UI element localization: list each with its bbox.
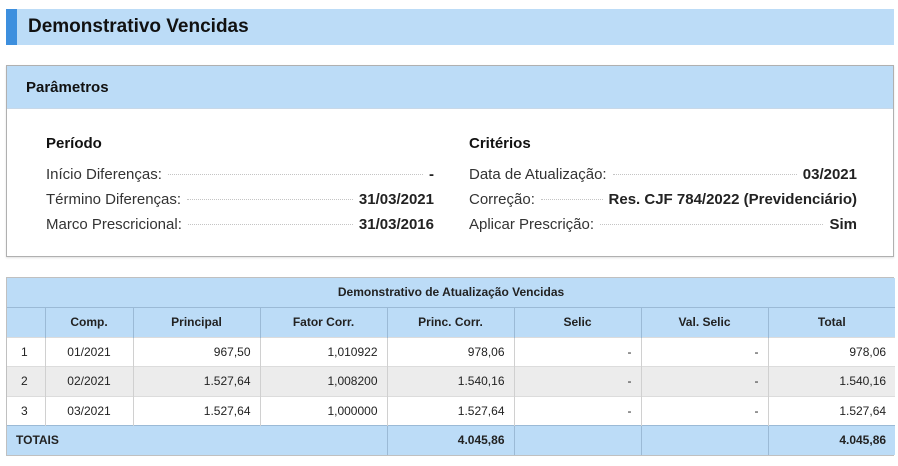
- cell-comp: 01/2021: [45, 337, 133, 367]
- param-label: Término Diferenças:: [46, 191, 182, 208]
- cell-principal: 1.527,64: [133, 396, 260, 426]
- cell-total: 1.527,64: [768, 396, 895, 426]
- column-header-index: [7, 307, 45, 337]
- cell-princ-corr: 1.527,64: [387, 396, 514, 426]
- cell-total: 978,06: [768, 337, 895, 367]
- cell-fator-corr: 1,008200: [260, 367, 387, 397]
- leader-dots: [187, 199, 353, 200]
- cell-principal: 1.527,64: [133, 367, 260, 397]
- param-value: 31/03/2016: [358, 216, 434, 233]
- param-value: -: [429, 166, 434, 183]
- correcao-row: [469, 191, 857, 216]
- cell-index: 1: [7, 337, 45, 367]
- cell-fator-corr: 1,010922: [260, 337, 387, 367]
- cell-val-selic: -: [641, 367, 768, 397]
- cell-comp: 02/2021: [45, 367, 133, 397]
- leader-dots: [600, 224, 823, 225]
- periodo-title: Período: [46, 135, 102, 152]
- marco-prescricional-row: [46, 216, 434, 241]
- cell-index: 3: [7, 396, 45, 426]
- cell-index: 2: [7, 367, 45, 397]
- cell-principal: 967,50: [133, 337, 260, 367]
- param-value: 03/2021: [802, 166, 857, 183]
- column-header-val-selic: Val. Selic: [641, 307, 768, 337]
- leader-dots: [613, 174, 797, 175]
- table-header-row: [7, 307, 895, 337]
- table-row: [7, 396, 895, 426]
- cell-selic: -: [514, 396, 641, 426]
- column-header-princ-corr: Princ. Corr.: [387, 307, 514, 337]
- vencidas-table: [6, 277, 894, 456]
- cell-val-selic: -: [641, 396, 768, 426]
- param-label: Aplicar Prescrição:: [469, 216, 595, 233]
- totals-row: [7, 426, 895, 455]
- totals-princ-corr: 4.045,86: [387, 426, 514, 455]
- param-label: Data de Atualização:: [469, 166, 607, 183]
- column-header-selic: Selic: [514, 307, 641, 337]
- param-value: Sim: [829, 216, 857, 233]
- cell-princ-corr: 1.540,16: [387, 367, 514, 397]
- column-header-principal: Principal: [133, 307, 260, 337]
- criterios-section: [469, 135, 857, 241]
- totals-empty-cell: [514, 426, 641, 455]
- cell-selic: -: [514, 337, 641, 367]
- cell-val-selic: -: [641, 337, 768, 367]
- table-row: [7, 337, 895, 367]
- page-title: Demonstrativo Vencidas: [28, 16, 249, 37]
- column-header-fator-corr: Fator Corr.: [260, 307, 387, 337]
- totals-empty-cell: [641, 426, 768, 455]
- termino-diferencas-row: [46, 191, 434, 216]
- cell-fator-corr: 1,000000: [260, 396, 387, 426]
- periodo-section: [46, 135, 434, 241]
- cell-selic: -: [514, 367, 641, 397]
- column-header-total: Total: [768, 307, 895, 337]
- totals-total: 4.045,86: [768, 426, 895, 455]
- criterios-title: Critérios: [469, 135, 531, 152]
- param-value: Res. CJF 784/2022 (Previdenciário): [608, 191, 857, 208]
- aplicar-prescricao-row: [469, 216, 857, 241]
- page-header: [6, 9, 894, 45]
- leader-dots: [541, 199, 603, 200]
- data-atualizacao-row: [469, 166, 857, 191]
- table-caption: Demonstrativo de Atualização Vencidas: [7, 278, 895, 307]
- column-header-comp: Comp.: [45, 307, 133, 337]
- inicio-diferencas-row: [46, 166, 434, 191]
- leader-dots: [188, 224, 353, 225]
- parameters-title: Parâmetros: [26, 78, 109, 96]
- cell-princ-corr: 978,06: [387, 337, 514, 367]
- table-row: [7, 367, 895, 397]
- param-value: 31/03/2021: [358, 191, 434, 208]
- cell-comp: 03/2021: [45, 396, 133, 426]
- param-label: Marco Prescricional:: [46, 216, 182, 233]
- totals-label: TOTAIS: [7, 426, 387, 455]
- parameters-card-header: [7, 66, 893, 109]
- cell-total: 1.540,16: [768, 367, 895, 397]
- leader-dots: [168, 174, 423, 175]
- parameters-card: [6, 65, 894, 257]
- param-label: Início Diferenças:: [46, 166, 162, 183]
- param-label: Correção:: [469, 191, 535, 208]
